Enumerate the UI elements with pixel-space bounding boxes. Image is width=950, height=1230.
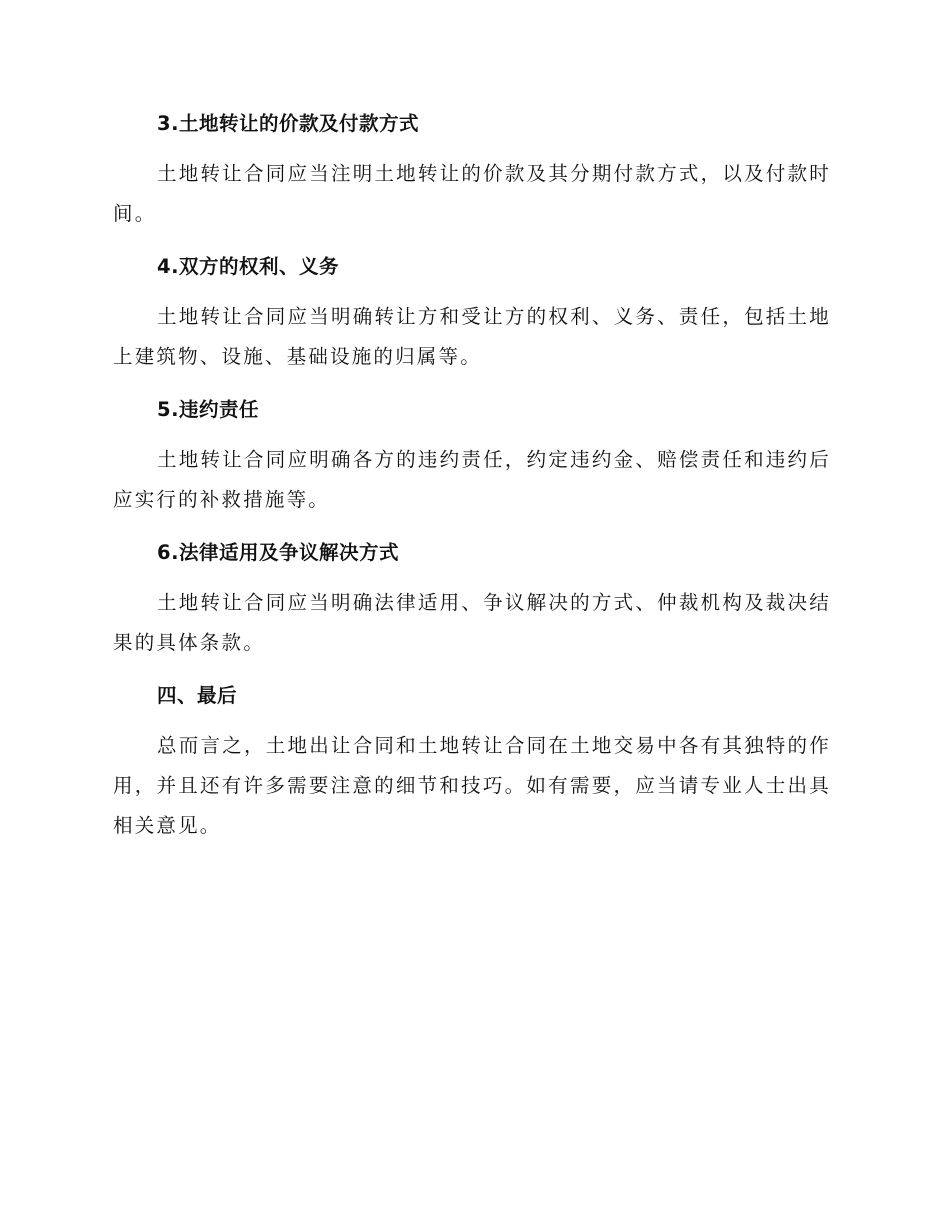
section-body-law-disputes: 土地转让合同应当明确法律适用、争议解决的方式、仲裁机构及裁决结果的具体条款。 <box>113 591 831 654</box>
section-heading-rights-obligations: 4.双方的权利、义务 <box>157 255 339 278</box>
section-body-price-payment: 土地转让合同应当注明土地转让的价款及其分期付款方式，以及付款时间。 <box>113 162 831 225</box>
section-heading-liability: 5.违约责任 <box>157 398 259 421</box>
section-body-liability: 土地转让合同应明确各方的违约责任，约定违约金、赔偿责任和违约后应实行的补救措施等。 <box>113 448 831 511</box>
section-heading-conclusion: 四、最后 <box>157 684 238 707</box>
section-body-rights-obligations: 土地转让合同应当明确转让方和受让方的权利、义务、责任，包括土地上建筑物、设施、基础设施的归属等。 <box>113 305 831 368</box>
section-heading-price-payment: 3.土地转让的价款及付款方式 <box>157 112 419 135</box>
section-body-conclusion: 总而言之，土地出让合同和土地转让合同在土地交易中各有其独特的作用，并且还有许多需要注意的细节和技巧。如有需要，应当请专业人士出具相关意见。 <box>113 734 831 837</box>
document-page <box>113 104 831 859</box>
section-heading-law-disputes: 6.法律适用及争议解决方式 <box>157 541 399 564</box>
